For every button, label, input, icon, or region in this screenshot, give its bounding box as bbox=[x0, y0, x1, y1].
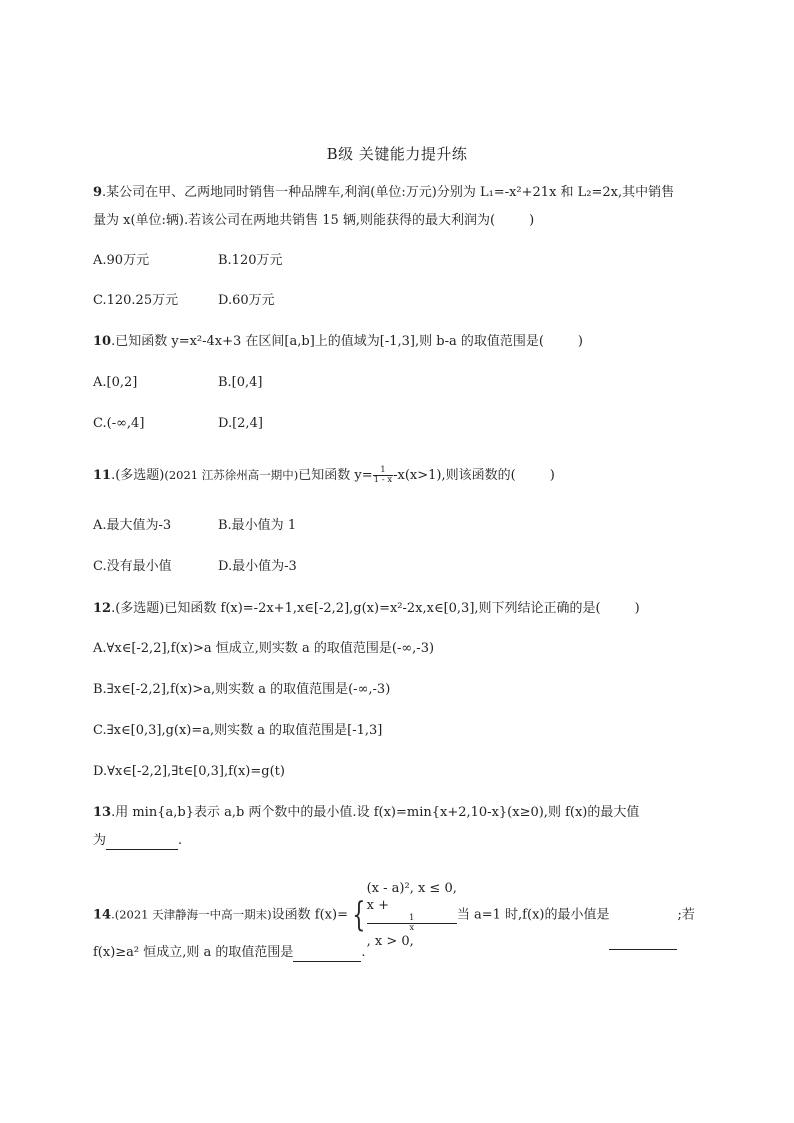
question-11: 11.(多选题)(2021 江苏徐州高一期中)已知函数 y= $\frac{1}{1 - x}$ -x(x>1),则该函数的( ) bbox=[93, 465, 555, 485]
option-d: D.60万元 bbox=[218, 293, 275, 308]
question-source: (2021 江苏徐州高一期中) bbox=[164, 468, 299, 482]
question-number: 11 bbox=[93, 468, 112, 483]
section-title: B级 关键能力提升练 bbox=[326, 145, 468, 163]
question-9-line-2: 量为 x(单位:辆).若该公司在两地共销售 15 辆,则能获得的最大利润为( ) bbox=[93, 213, 535, 228]
option-b: B.120万元 bbox=[218, 253, 283, 268]
answer-blank[interactable] bbox=[106, 835, 178, 850]
option-a: A.[0,2] bbox=[93, 375, 138, 390]
question-source: .(2021 天津静海一中高一期末) bbox=[111, 907, 272, 922]
option-a: A.90万元 bbox=[93, 253, 150, 268]
option-d: D.∀x∈[-2,2],∃t∈[0,3],f(x)=g(t) bbox=[93, 764, 285, 779]
question-number: 9 bbox=[93, 185, 103, 200]
question-9-line-1: 9.某公司在甲、乙两地同时销售一种品牌车,利润(单位:万元)分别为 L₁=-x²+21x 和 L₂=2x,其中销售 bbox=[93, 185, 675, 200]
option-d: D.[2,4] bbox=[218, 416, 263, 431]
question-10: 10.已知函数 y=x²-4x+3 在区间[a,b]上的值域为[-1,3],则 b-a 的取值范围是( ) bbox=[93, 334, 583, 349]
option-c: C.(-∞,4] bbox=[93, 416, 145, 431]
piecewise-function: { (x - a)², x ≤ 0, x + 1 x , x > 0, bbox=[352, 881, 457, 949]
question-number: 13 bbox=[93, 805, 112, 820]
option-b: B.最小值为 1 bbox=[218, 518, 297, 533]
fraction: $\frac{1}{1 - x}$ bbox=[373, 465, 393, 485]
option-c: C.∃x∈[0,3],g(x)=a,则实数 a 的取值范围是[-1,3] bbox=[93, 723, 383, 738]
question-12: 12.(多选题)已知函数 f(x)=-2x+1,x∈[-2,2],g(x)=x²-2x,x∈[0,3],则下列结论正确的是( ) bbox=[93, 601, 640, 616]
question-number: 14 bbox=[93, 907, 112, 923]
option-c: C.120.25万元 bbox=[93, 293, 179, 308]
question-13-line-2: 为 . bbox=[93, 833, 183, 848]
answer-blank[interactable] bbox=[293, 947, 361, 962]
left-brace: { bbox=[352, 895, 366, 935]
fraction: 1 x bbox=[367, 914, 457, 933]
option-a: A.最大值为-3 bbox=[93, 518, 172, 533]
question-number: 12 bbox=[93, 601, 112, 616]
option-d: D.最小值为-3 bbox=[218, 559, 297, 574]
option-a: A.∀x∈[-2,2],f(x)>a 恒成立,则实数 a 的取值范围是(-∞,-3) bbox=[93, 641, 435, 656]
question-14-line-1: 14.(2021 天津静海一中高一期末)设函数 f(x)= { (x - a)², x ≤ 0, x + 1 x , x > 0, 当 a=1 时,f(x)的最小值是 ;若 bbox=[93, 881, 695, 949]
question-number: 10 bbox=[93, 334, 112, 349]
option-b: B.[0,4] bbox=[218, 375, 263, 390]
option-c: C.没有最小值 bbox=[93, 559, 172, 574]
question-13-line-1: 13.用 min{a,b}表示 a,b 两个数中的最小值.设 f(x)=min{x+2,10-x}(x≥0),则 f(x)的最大值 bbox=[93, 805, 640, 820]
question-14-line-2: f(x)≥a² 恒成立,则 a 的取值范围是 . bbox=[93, 945, 366, 960]
option-b: B.∃x∈[-2,2],f(x)>a,则实数 a 的取值范围是(-∞,-3) bbox=[93, 682, 391, 697]
